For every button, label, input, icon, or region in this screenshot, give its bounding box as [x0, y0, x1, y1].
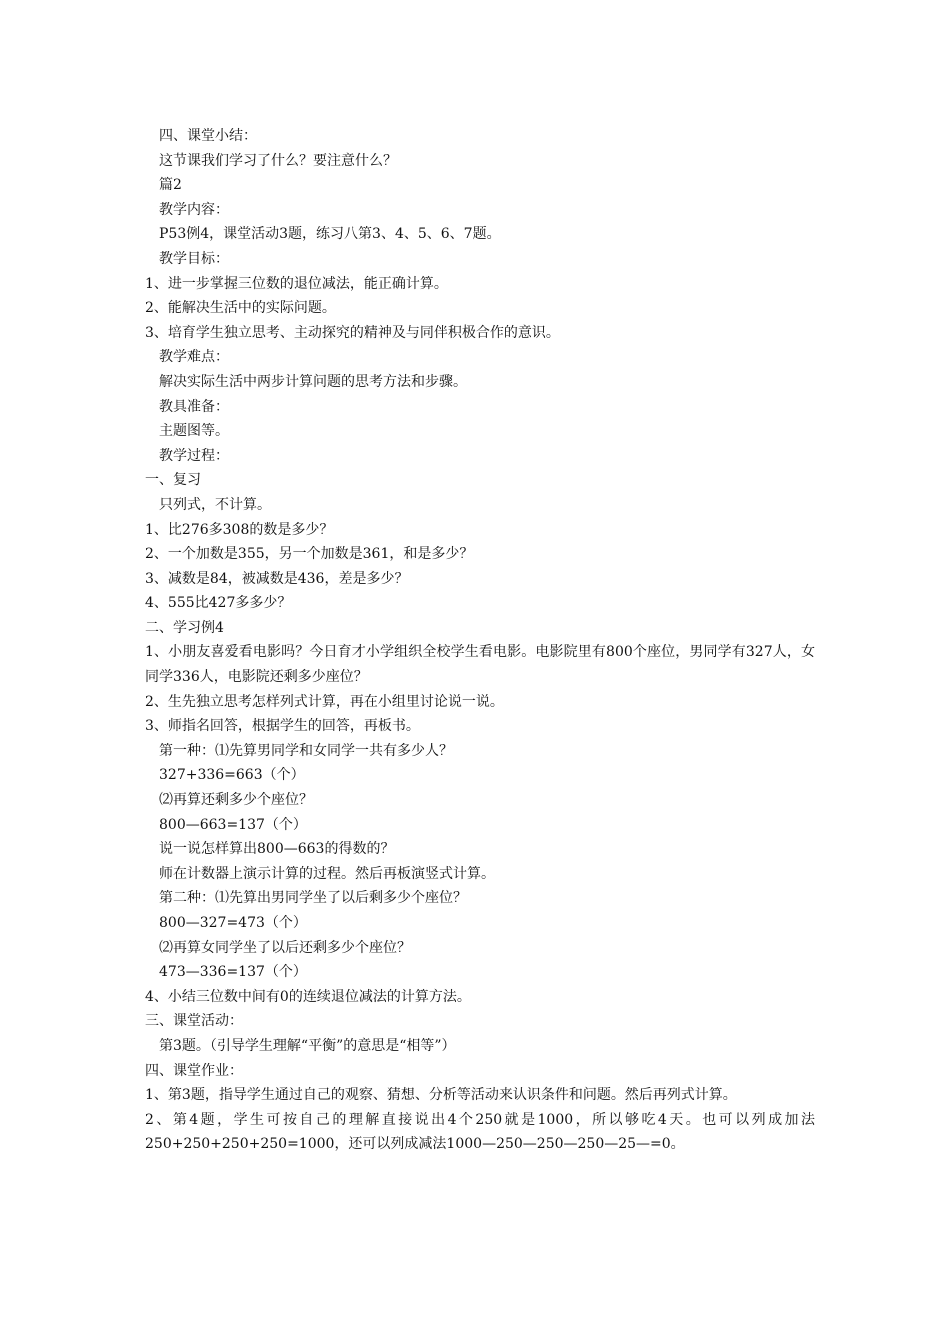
- section-heading: 二、学习例4: [145, 619, 224, 636]
- list-item: 1、第3题，指导学生通过自己的观察、猜想、分析等活动来认识条件和问题。然后再列式计算。: [145, 1087, 737, 1104]
- list-item: 3、师指名回答，根据学生的回答，再板书。: [145, 718, 420, 735]
- equation: 327+336=663（个）: [159, 767, 305, 784]
- section-heading: 教学内容：: [159, 201, 229, 218]
- section-heading: 四、课堂小结：: [159, 128, 257, 144]
- paragraph: P53例4，课堂活动3题，练习八第3、4、5、6、7题。: [159, 226, 501, 243]
- list-item: 1、小朋友喜爱看电影吗？今日育才小学组织全校学生看电影。电影院里有800个座位，男同学有327人，女同学336人，电影院还剩多少座位？: [145, 644, 815, 686]
- paragraph: ⑵再算女同学坐了以后还剩多少个座位？: [159, 939, 411, 956]
- list-item: 2、一个加数是355，另一个加数是361，和是多少？: [145, 546, 474, 563]
- section-heading: 教学目标：: [159, 250, 229, 267]
- section-heading: 四、课堂作业：: [145, 1062, 243, 1079]
- paragraph: 第一种：⑴先算男同学和女同学一共有多少人？: [159, 742, 453, 759]
- list-item: 1、进一步掌握三位数的退位减法，能正确计算。: [145, 275, 448, 292]
- list-item: 1、比276多308的数是多少？: [145, 521, 334, 538]
- chapter-title: 篇2: [159, 177, 182, 194]
- paragraph: 解决实际生活中两步计算问题的思考方法和步骤。: [159, 373, 467, 390]
- list-item: 3、培育学生独立思考、主动探究的精神及与同伴积极合作的意识。: [145, 324, 560, 341]
- paragraph: 只列式，不计算。: [159, 496, 271, 513]
- section-heading: 教学过程：: [159, 447, 229, 464]
- paragraph: 主题图等。: [159, 423, 229, 440]
- paragraph: ⑵再算还剩多少个座位？: [159, 792, 313, 809]
- paragraph: 师在计数器上演示计算的过程。然后再板演竖式计算。: [159, 865, 495, 882]
- list-item: 4、小结三位数中间有0的连续退位减法的计算方法。: [145, 988, 471, 1005]
- equation: 473—336=137（个）: [159, 964, 307, 981]
- list-item: 3、减数是84，被减数是436，差是多少？: [145, 570, 409, 587]
- section-heading: 一、复习: [145, 472, 201, 489]
- list-item: 2、能解决生活中的实际问题。: [145, 300, 336, 317]
- section-heading: 教学难点：: [159, 349, 229, 366]
- list-item: 2、第4题，学生可按自己的理解直接说出4个250就是1000，所以够吃4天。也可以列成加法250+250+250+250=1000，还可以列成减法1000—250—250—250—25—=0。: [145, 1111, 815, 1153]
- equation: 800—663=137（个）: [159, 816, 307, 833]
- list-item: 4、555比427多多少？: [145, 595, 292, 612]
- equation: 800—327=473（个）: [159, 915, 307, 931]
- document-body: [145, 124, 815, 1157]
- paragraph: 第3题。（引导学生理解“平衡”的意思是“相等”）: [159, 1037, 456, 1054]
- list-item: 2、生先独立思考怎样列式计算，再在小组里讨论说一说。: [145, 693, 504, 710]
- paragraph: 说一说怎样算出800—663的得数的？: [159, 841, 395, 858]
- section-heading: 教具准备：: [159, 398, 229, 415]
- paragraph: 第二种：⑴先算出男同学坐了以后剩多少个座位？: [159, 890, 467, 907]
- paragraph: 这节课我们学习了什么？要注意什么？: [159, 152, 397, 169]
- section-heading: 三、课堂活动：: [145, 1013, 243, 1030]
